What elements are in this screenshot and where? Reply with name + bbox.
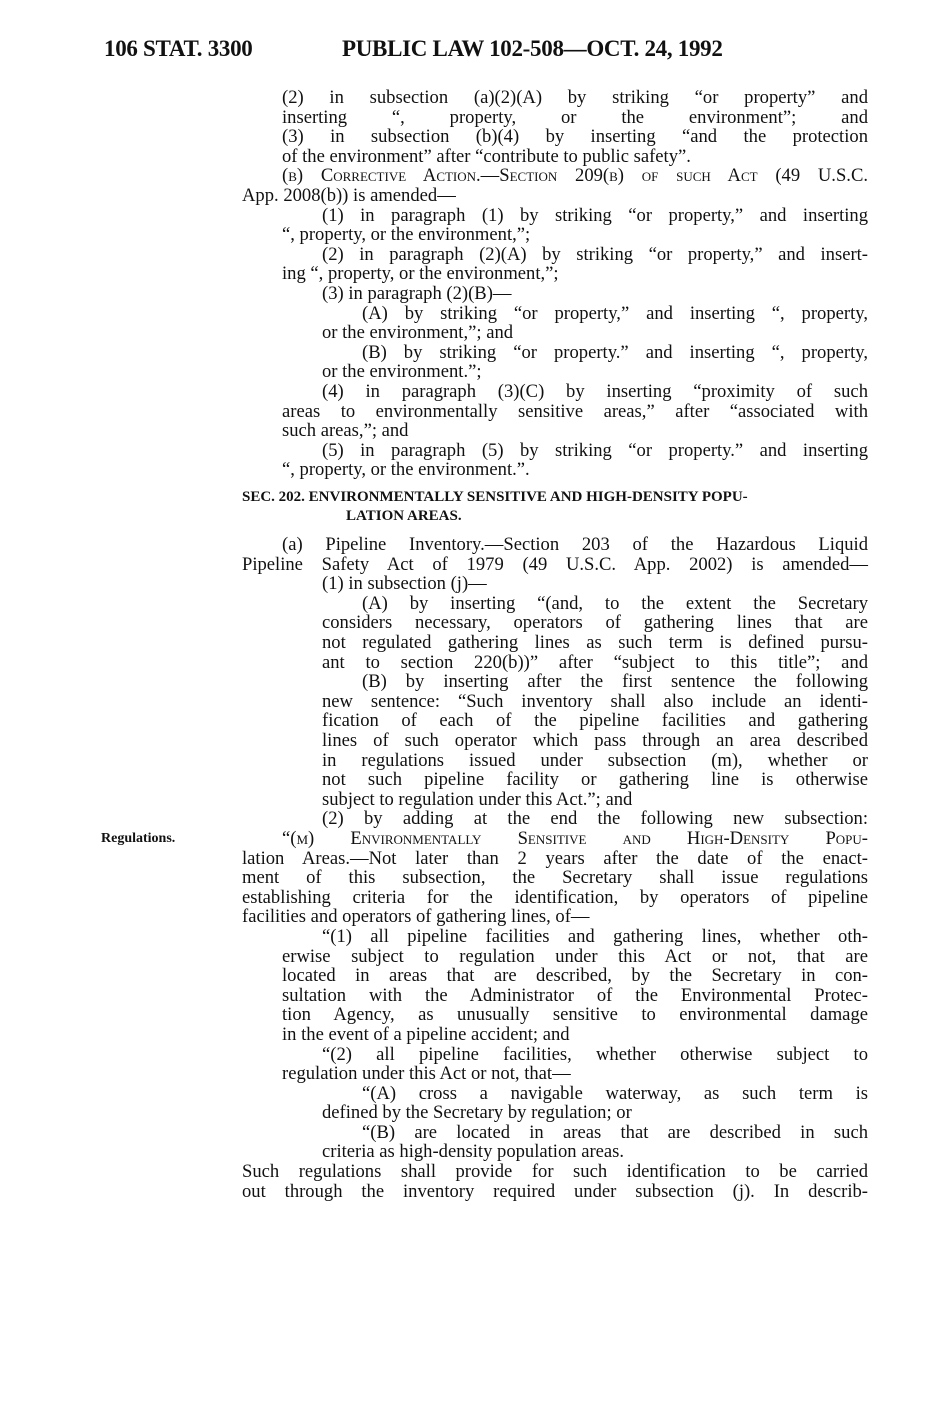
text-line: (4) in paragraph (3)(C) by inserting “proximity of such bbox=[322, 380, 868, 402]
new-subsection-heading: “(m) Environmentally Sensitive and High-Density Popu- bbox=[282, 827, 868, 849]
text-line: “(2) all pipeline facilities, whether otherwise subject to bbox=[322, 1043, 868, 1065]
text-line: (1) in paragraph (1) by striking “or property,” and inserting bbox=[322, 204, 868, 226]
text-line: inserting “, property, or the environment”; and bbox=[282, 106, 868, 128]
text-line: erwise subject to regulation under this Act or not, that are bbox=[282, 945, 868, 967]
text-line: new sentence: “Such inventory shall also include an identi- bbox=[322, 690, 868, 712]
body-text bbox=[242, 88, 868, 1201]
text-line: (5) in paragraph (5) by striking “or property.” and inserting bbox=[322, 439, 868, 461]
text-line: ing “, property, or the environment,”; bbox=[282, 263, 559, 285]
text-line: establishing criteria for the identification, by operators of pipeline bbox=[242, 886, 868, 908]
text-line: “(1) all pipeline facilities and gathering lines, whether oth- bbox=[322, 925, 868, 947]
text-line: such areas,”; and bbox=[282, 420, 409, 442]
text-line: out through the inventory required under subsection (j). In describ- bbox=[242, 1180, 868, 1202]
text-line: (A) by striking “or property,” and inserting “, property, bbox=[362, 302, 868, 324]
text-line: criteria as high-density population areas. bbox=[322, 1141, 625, 1163]
subsection-heading-a: (a) Pipeline Inventory.—Section 203 of the Hazardous Liquid bbox=[282, 534, 868, 556]
text-line: not such pipeline facility or gathering line is otherwise bbox=[322, 769, 868, 791]
text-line: located in areas that are described, by the Secretary in con- bbox=[282, 965, 868, 987]
page-header bbox=[104, 36, 864, 66]
text-line: in regulations issued under subsection (m), whether or bbox=[322, 749, 868, 771]
text-line: (1) in subsection (j)— bbox=[322, 573, 487, 595]
text-line: Such regulations shall provide for such identification to be carried bbox=[242, 1161, 868, 1183]
text-line: (A) by inserting “(and, to the extent the Secretary bbox=[362, 592, 868, 614]
text-line: (2) in subsection (a)(2)(A) by striking “or property” and bbox=[282, 87, 868, 108]
text-line: tion Agency, as unusually sensitive to environmental damage bbox=[282, 1004, 868, 1026]
text-line: not regulated gathering lines as such term is defined pursu- bbox=[322, 632, 868, 654]
text-line: areas to environmentally sensitive areas,” after “associated with bbox=[282, 400, 868, 422]
margin-note: Regulations. bbox=[101, 831, 176, 846]
text-line: ment of this subsection, the Secretary shall issue regulations bbox=[242, 867, 868, 889]
text-line: considers necessary, operators of gathering lines that are bbox=[322, 612, 868, 634]
text-line: of the environment” after “contribute to public safety”. bbox=[282, 145, 691, 167]
text-line: “, property, or the environment,”; bbox=[282, 224, 531, 246]
text-line: sultation with the Administrator of the Environmental Protec- bbox=[282, 984, 868, 1006]
text-line: ant to section 220(b))” after “subject to this title”; and bbox=[322, 651, 868, 673]
text-line: lines of such operator which pass through an area described bbox=[322, 730, 868, 751]
text-line: “(B) are located in areas that are described in such bbox=[362, 1121, 868, 1143]
section-heading: SEC. 202. ENVIRONMENTALLY SENSITIVE AND HIGH-DENSITY POPU- bbox=[242, 488, 748, 505]
text-line: or the environment.”; bbox=[322, 361, 482, 383]
text-line: (3) in paragraph (2)(B)— bbox=[322, 282, 512, 304]
text-line: (3) in subsection (b)(4) by inserting “and the protection bbox=[282, 126, 868, 148]
text-line: Pipeline Safety Act of 1979 (49 U.S.C. App. 2002) is amended— bbox=[242, 553, 868, 575]
text-line: in the event of a pipeline accident; and bbox=[282, 1023, 570, 1045]
running-head: PUBLIC LAW 102-508—OCT. 24, 1992 bbox=[342, 36, 723, 61]
text-line: (B) by striking “or property.” and inserting “, property, bbox=[362, 341, 868, 363]
text-line: (B) by inserting after the first sentence the following bbox=[362, 671, 868, 693]
text-line: (2) by adding at the end the following new subsection: bbox=[322, 808, 868, 830]
stat-page-number: 106 STAT. 3300 bbox=[104, 36, 253, 61]
text-line: lation Areas.—Not later than 2 years after the date of the enact- bbox=[242, 847, 868, 869]
text-line: “, property, or the environment.”. bbox=[282, 459, 530, 481]
subsection-heading-b: (b) Corrective Action.—Section 209(b) of such Act (49 U.S.C. bbox=[282, 165, 868, 187]
section-heading-cont: LATION AREAS. bbox=[346, 508, 462, 525]
text-line: regulation under this Act or not, that— bbox=[282, 1063, 571, 1085]
text-line: facilities and operators of gathering lines, of— bbox=[242, 906, 590, 928]
text-line: App. 2008(b)) is amended— bbox=[242, 184, 456, 206]
text-line: defined by the Secretary by regulation; or bbox=[322, 1102, 632, 1124]
text-line: (2) in paragraph (2)(A) by striking “or property,” and insert- bbox=[322, 243, 868, 265]
text-line: or the environment,”; and bbox=[322, 322, 514, 344]
text-line: “(A) cross a navigable waterway, as such term is bbox=[362, 1082, 868, 1104]
text-line: fication of each of the pipeline facilities and gathering bbox=[322, 710, 868, 732]
text-line: subject to regulation under this Act.”; and bbox=[322, 788, 633, 810]
